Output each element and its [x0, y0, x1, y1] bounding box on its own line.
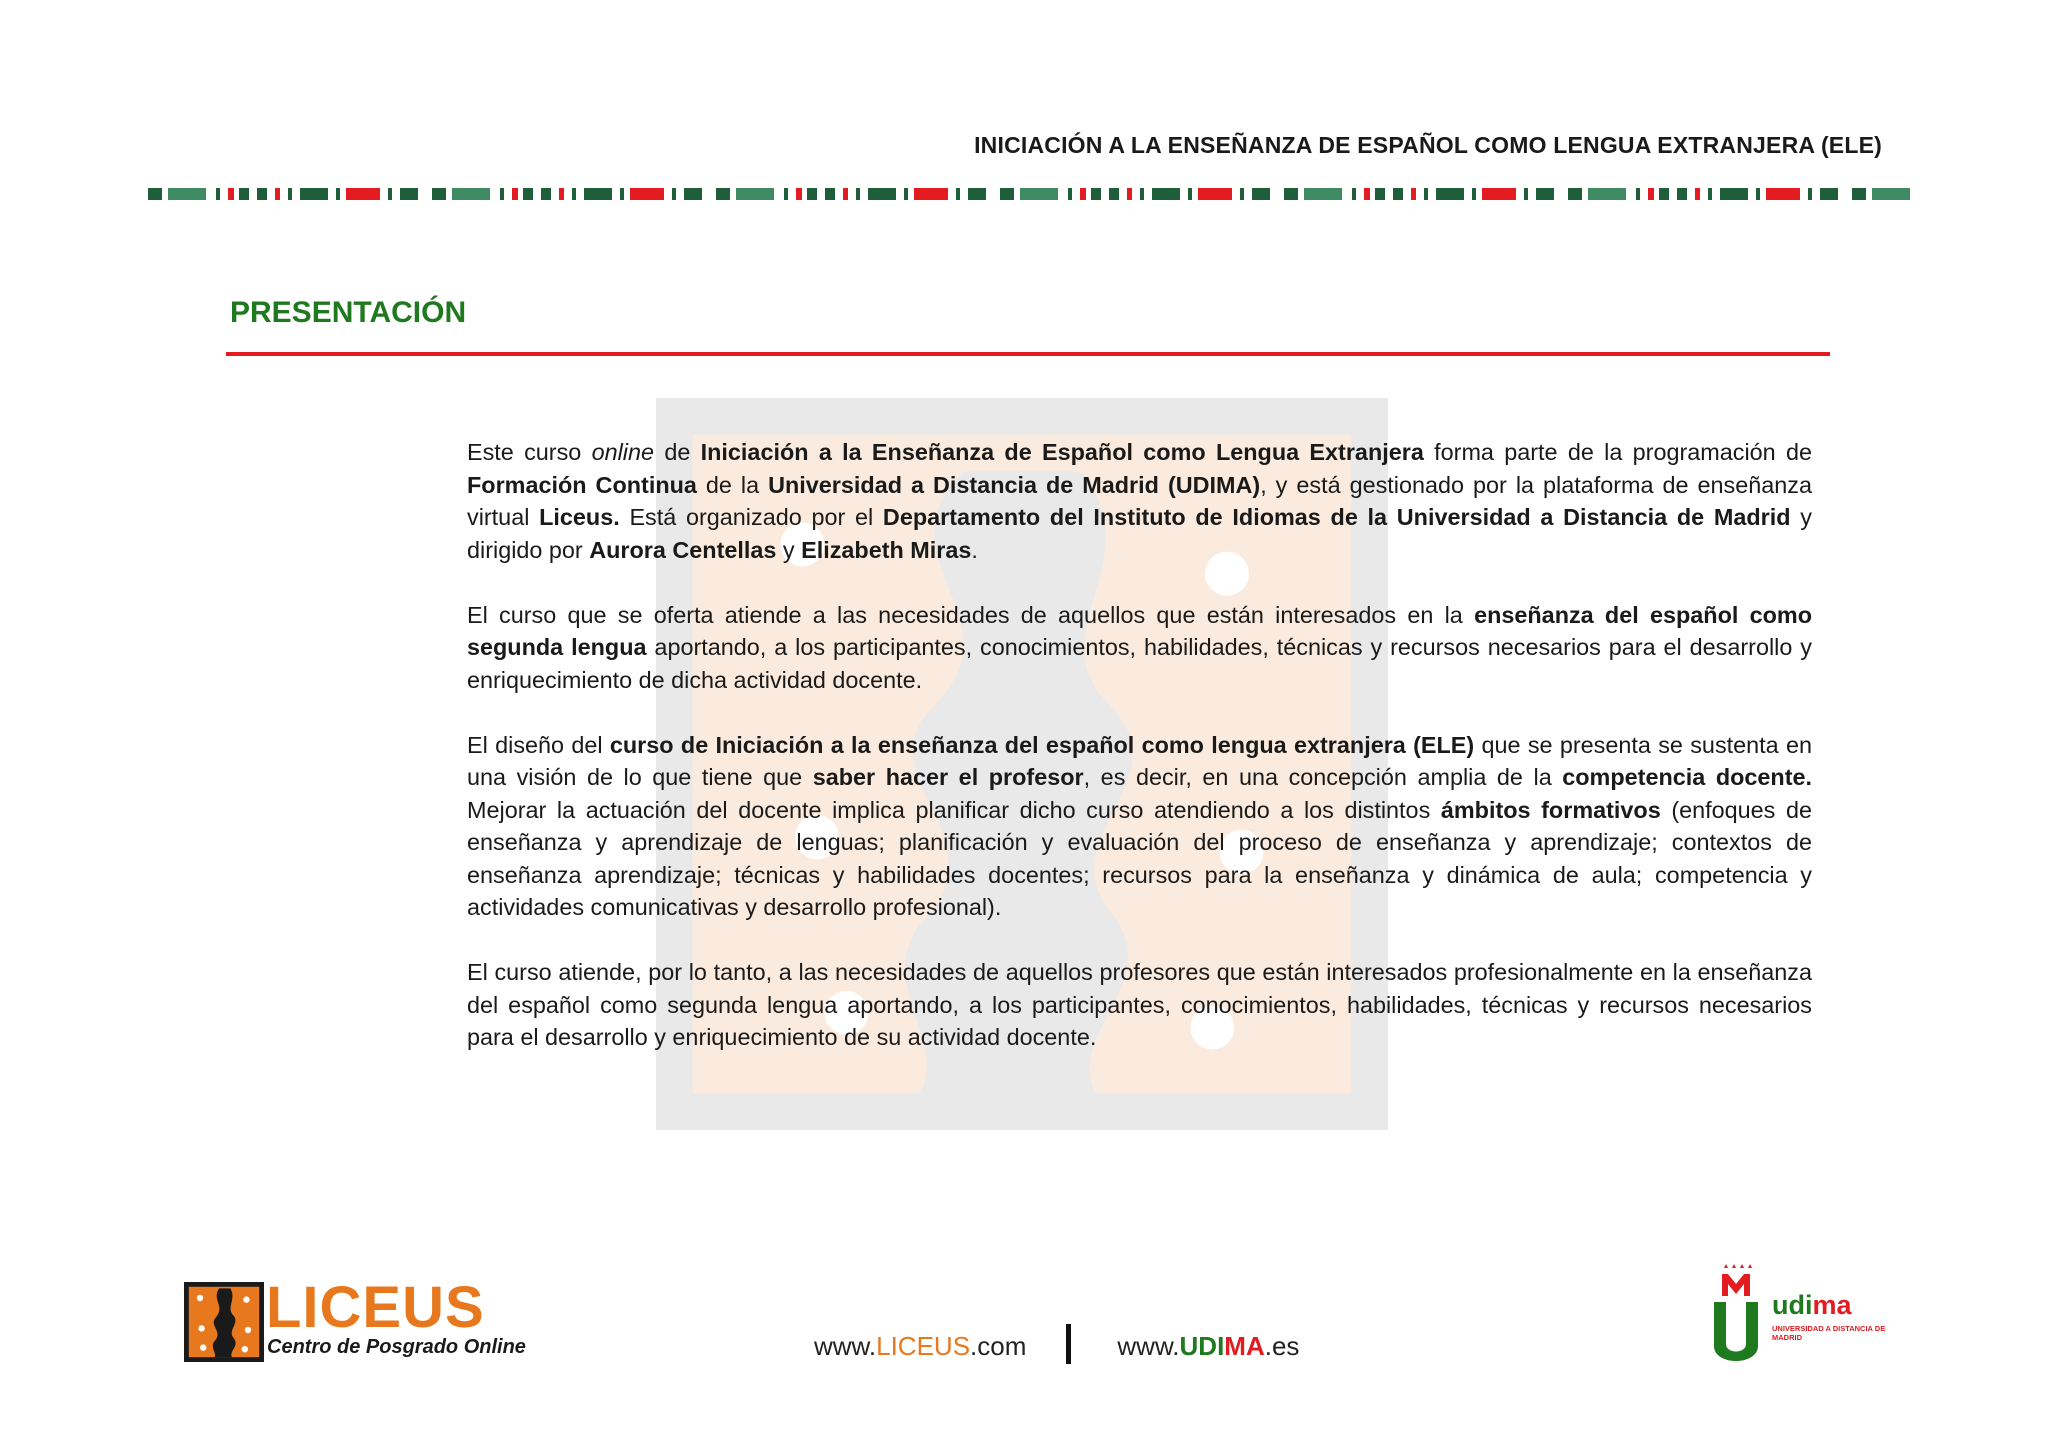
- stripe-segment: [1720, 188, 1748, 200]
- stripe-segment: [1636, 188, 1640, 200]
- stripe-segment: [630, 188, 664, 200]
- text-bold: Universidad a Distancia de Madrid (UDIMA): [768, 471, 1261, 498]
- text-span: aportando, a los participantes, conocimientos, habilidades, técnicas y recursos necesarios para el desarrollo y enriquecimiento de dicha actividad docente.: [467, 634, 1812, 693]
- paragraph-4: El curso atiende, por lo tanto, a las necesidades de aquellos profesores que están interesados profesionalmente en la enseñanza del español como segunda lengua aportando, a los participantes, conocimientos, habilidades, técnicas y recursos necesarios para el desarrollo y enriquecimiento de su actividad docente.: [467, 959, 1812, 1050]
- liceus-logo-subtitle: Centro de Posgrado Online: [267, 1336, 526, 1358]
- stripe-segment: [257, 188, 267, 200]
- stripe-segment: [1872, 188, 1910, 200]
- stripe-segment: [346, 188, 380, 200]
- udima-logo-subtitle: UNIVERSIDAD A DISTANCIA DE MADRID: [1772, 1324, 1886, 1342]
- text-span: que se presenta se sustenta en una visión de lo que tiene que: [467, 731, 1812, 790]
- stripe-segment: [288, 188, 292, 200]
- stripe-segment: [216, 188, 220, 200]
- text-span: y dirigido por: [467, 504, 1812, 563]
- stripe-segment: [1524, 188, 1528, 200]
- stripe-segment: [300, 188, 328, 200]
- stripe-segment: [1188, 188, 1192, 200]
- stripe-segment: [1109, 188, 1119, 200]
- stripe-segment: [1304, 188, 1342, 200]
- stripe-segment: [968, 188, 986, 200]
- stripe-segment: [1820, 188, 1838, 200]
- text-span: Mejorar la actuación del docente implica planificar dicho curso atendiendo a los distintos: [467, 796, 1441, 823]
- stripe-segment: [1766, 188, 1800, 200]
- text-span: de: [654, 439, 701, 465]
- text-span: , es decir, en una concepción amplia de la: [1083, 764, 1563, 790]
- stripe-segment: [1695, 188, 1700, 200]
- stripe-segment: [856, 188, 860, 200]
- stripe-segment: [1375, 188, 1385, 200]
- stripe-segment: [1436, 188, 1464, 200]
- footer-links: [814, 1328, 1299, 1368]
- stripe-segment: [914, 188, 948, 200]
- stripe-segment: [1198, 188, 1232, 200]
- stripe-segment: [452, 188, 490, 200]
- text-bold: competencia docente.: [1562, 764, 1812, 790]
- link-brand-green: UDI: [1179, 1330, 1225, 1361]
- udima-logo-word: [1772, 1290, 1852, 1321]
- section-divider: [226, 352, 1830, 356]
- section-title: PRESENTACIÓN: [230, 296, 467, 329]
- liceus-link[interactable]: [814, 1331, 1026, 1361]
- stripe-segment: [1648, 188, 1654, 200]
- stripe-segment: [1852, 188, 1866, 200]
- paragraph-3: [467, 729, 1812, 924]
- text-bold: Elizabeth Miras: [801, 536, 972, 563]
- stripe-segment: [148, 188, 162, 200]
- stripe-segment: [807, 188, 817, 200]
- stripe-segment: [275, 188, 280, 200]
- stripe-segment: [1482, 188, 1516, 200]
- stripe-segment: [784, 188, 788, 200]
- udima-word-b: ma: [1812, 1290, 1852, 1320]
- stripe-segment: [228, 188, 234, 200]
- udima-logo-icon: [1712, 1262, 1768, 1372]
- body-text: [467, 436, 1812, 1086]
- paragraph-2: [467, 599, 1812, 697]
- stripe-segment: [1152, 188, 1180, 200]
- link-text: .com: [970, 1330, 1027, 1361]
- stripe-segment: [716, 188, 730, 200]
- stripe-segment: [868, 188, 896, 200]
- text-bold: saber hacer el profesor: [812, 764, 1084, 790]
- stripe-segment: [1140, 188, 1144, 200]
- link-separator: [1066, 1324, 1071, 1364]
- text-span: (enfoques de enseñanza y aprendizaje de lenguas; planificación y evaluación del proceso de enseñanza y aprendizaje; contextos de enseñanza aprendizaje; técnicas y habilidades docentes; recursos para la enseñanza y dinámica de aula; competencia y actividades comunicativas y desarrollo profesional).: [467, 796, 1812, 920]
- stripe-segment: [1568, 188, 1582, 200]
- stripe-segment: [1252, 188, 1270, 200]
- text-bold: Iniciación a la Enseñanza de Español como Lengua Extranjera: [700, 439, 1424, 465]
- text-span: forma parte de la programación de: [1423, 439, 1812, 465]
- stripe-segment: [1756, 188, 1760, 200]
- stripe-segment: [825, 188, 835, 200]
- text-span: Está organizado por el: [619, 504, 883, 530]
- header-title: INICIACIÓN A LA ENSEÑANZA DE ESPAÑOL COMO LENGUA EXTRANJERA (ELE): [974, 132, 1882, 158]
- liceus-logo-word: LICEUS: [266, 1275, 485, 1340]
- text-span: , y está gestionado por la plataforma de enseñanza virtual: [467, 471, 1812, 530]
- stripe-segment: [1020, 188, 1058, 200]
- text-bold: Formación Continua: [467, 471, 697, 498]
- text-italic: online: [591, 439, 655, 465]
- stripe-segment: [1708, 188, 1712, 200]
- stripe-segment: [684, 188, 702, 200]
- stripe-segment: [1411, 188, 1416, 200]
- stripe-segment: [1000, 188, 1014, 200]
- link-brand: LICEUS: [876, 1330, 971, 1361]
- stripe-segment: [239, 188, 249, 200]
- stripe-segment: [1068, 188, 1072, 200]
- stripe-segment: [388, 188, 392, 200]
- text-bold: curso de Iniciación a la enseñanza del español como lengua extranjera (ELE): [609, 731, 1475, 758]
- stripe-segment: [1080, 188, 1086, 200]
- stripe-segment: [1659, 188, 1669, 200]
- stripe-segment: [432, 188, 446, 200]
- stripe-segment: [523, 188, 533, 200]
- stripe-segment: [1393, 188, 1403, 200]
- udima-link[interactable]: [1117, 1331, 1299, 1361]
- stripe-segment: [541, 188, 551, 200]
- stripe-segment: [572, 188, 576, 200]
- text-span: El diseño del: [467, 731, 610, 758]
- stripe-segment: [168, 188, 206, 200]
- stripe-segment: [620, 188, 624, 200]
- stripe-segment: [512, 188, 518, 200]
- text-bold: enseñanza del español como segunda lengua: [467, 601, 1812, 660]
- link-brand-red: MA: [1224, 1330, 1265, 1361]
- stripe-segment: [1536, 188, 1554, 200]
- text-bold: Departamento del Instituto de Idiomas de la Universidad a Distancia de Madrid: [882, 504, 1791, 530]
- stripe-segment: [1284, 188, 1298, 200]
- stripe-segment: [1808, 188, 1812, 200]
- text-bold: Aurora Centellas: [589, 536, 777, 563]
- stripe-segment: [1127, 188, 1132, 200]
- stripe-segment: [843, 188, 848, 200]
- stripe-segment: [1240, 188, 1244, 200]
- stripe-segment: [1472, 188, 1476, 200]
- stripe-segment: [1352, 188, 1356, 200]
- text-span: y: [776, 536, 802, 563]
- stripe-segment: [500, 188, 504, 200]
- link-text: www.: [814, 1330, 877, 1361]
- stripe-segment: [1677, 188, 1687, 200]
- stripe-segment: [736, 188, 774, 200]
- stripe-segment: [1364, 188, 1370, 200]
- link-text: www.: [1117, 1330, 1180, 1361]
- stripe-segment: [584, 188, 612, 200]
- stripe-segment: [400, 188, 418, 200]
- stripe-segment: [904, 188, 908, 200]
- text-bold: ámbitos formativos: [1440, 796, 1661, 823]
- stripe-segment: [956, 188, 960, 200]
- text-span: .: [971, 536, 978, 563]
- stripe-segment: [1091, 188, 1101, 200]
- text-bold: Liceus.: [539, 504, 620, 530]
- paragraph-1: [467, 436, 1812, 566]
- decorative-stripe: [148, 186, 1912, 202]
- text-span: El curso que se oferta atiende a las necesidades de aquellos que están interesados en la: [467, 601, 1475, 628]
- stripe-segment: [1424, 188, 1428, 200]
- stripe-segment: [672, 188, 676, 200]
- text-span: Este curso: [467, 439, 592, 465]
- udima-word-a: udi: [1772, 1290, 1813, 1320]
- stripe-segment: [1588, 188, 1626, 200]
- link-text: .es: [1264, 1330, 1300, 1361]
- stripe-segment: [336, 188, 340, 200]
- liceus-logo: [184, 1275, 526, 1366]
- stripe-segment: [796, 188, 802, 200]
- liceus-logo-icon: [184, 1282, 264, 1362]
- text-span: de la: [696, 471, 769, 498]
- udima-logo: [1712, 1262, 1892, 1372]
- stripe-segment: [559, 188, 564, 200]
